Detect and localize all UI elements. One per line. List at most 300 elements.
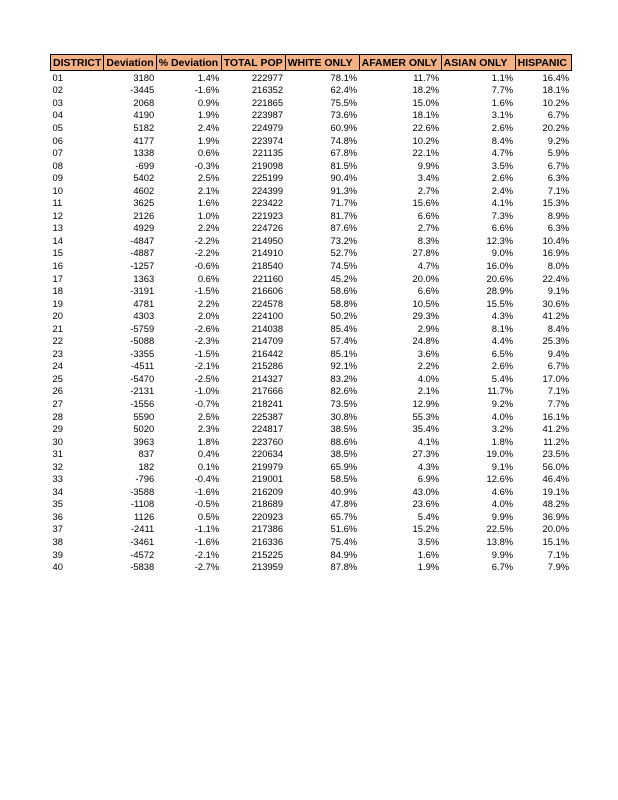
table-cell[interactable]: -5470	[130, 372, 155, 384]
table-cell[interactable]: -0.7%	[194, 397, 220, 409]
table-cell[interactable]: 221135	[252, 147, 284, 159]
table-cell[interactable]: 214950	[251, 234, 284, 246]
table-cell[interactable]: 5402	[133, 172, 155, 184]
table-cell[interactable]: 13.8%	[486, 536, 514, 547]
table-cell[interactable]: 6.7%	[547, 360, 570, 372]
table-cell[interactable]: 20.6%	[486, 272, 514, 284]
table-cell[interactable]: 12.6%	[486, 473, 514, 485]
table-cell[interactable]: 8.4%	[491, 134, 514, 146]
table-cell[interactable]: 223760	[251, 435, 284, 447]
table-cell[interactable]: 5182	[133, 121, 155, 133]
table-cell[interactable]: 15.0%	[412, 96, 440, 108]
table-cell[interactable]: 9.1%	[491, 460, 514, 472]
table-cell[interactable]: -3445	[130, 84, 155, 96]
table-cell[interactable]: 6.3%	[547, 172, 570, 184]
table-cell[interactable]: -2.2%	[194, 247, 220, 259]
column-header[interactable]: ASIAN ONLY	[441, 55, 515, 71]
table-cell[interactable]: 43.0%	[412, 485, 440, 497]
table-cell[interactable]: 1.8%	[491, 435, 514, 447]
table-cell[interactable]: 2.2%	[417, 360, 440, 372]
table-cell[interactable]: 20.0%	[542, 523, 570, 535]
table-cell[interactable]: 182	[138, 460, 155, 472]
table-cell[interactable]: 217386	[251, 523, 284, 535]
table-cell[interactable]: -2.6%	[194, 322, 220, 334]
table-cell[interactable]: 23.6%	[412, 498, 440, 510]
table-cell[interactable]: 23.5%	[542, 448, 570, 460]
table-cell[interactable]: 73.5%	[330, 397, 358, 409]
table-cell[interactable]: 38	[52, 536, 63, 547]
table-cell[interactable]: 1.6%	[197, 197, 220, 209]
table-cell[interactable]: 216336	[251, 536, 284, 547]
table-cell[interactable]: 4.1%	[491, 197, 514, 209]
table-cell[interactable]: -3588	[130, 485, 155, 497]
table-cell[interactable]: 24.8%	[412, 335, 440, 347]
table-cell[interactable]: 220923	[251, 510, 284, 522]
table-cell[interactable]: 29	[52, 423, 63, 435]
table-cell[interactable]: 1.1%	[491, 71, 514, 83]
table-cell[interactable]: 9.9%	[491, 510, 514, 522]
table-cell[interactable]: 218540	[251, 259, 284, 271]
table-cell[interactable]: -1108	[130, 498, 155, 510]
table-cell[interactable]: 3963	[133, 435, 155, 447]
table-cell[interactable]: 5590	[133, 410, 155, 422]
table-cell[interactable]: 67.8%	[330, 147, 358, 159]
table-cell[interactable]: 62.4%	[330, 84, 358, 96]
table-cell[interactable]: 65.7%	[330, 510, 358, 522]
table-cell[interactable]: 0.4%	[197, 448, 220, 460]
table-cell[interactable]: -2.1%	[194, 548, 220, 560]
column-header[interactable]: Deviation	[104, 55, 156, 71]
table-cell[interactable]: 6.3%	[547, 222, 570, 234]
table-cell[interactable]: 92.1%	[330, 360, 358, 372]
table-cell[interactable]: 85.4%	[330, 322, 358, 334]
table-cell[interactable]: 15.2%	[412, 523, 440, 535]
table-cell[interactable]: 1363	[133, 272, 155, 284]
table-cell[interactable]: 4303	[133, 310, 155, 322]
table-cell[interactable]: 22	[52, 335, 63, 347]
table-cell[interactable]: 60.9%	[330, 121, 358, 133]
table-cell[interactable]: 223422	[251, 197, 284, 209]
table-cell[interactable]: 30.6%	[542, 297, 570, 309]
table-cell[interactable]: 87.6%	[330, 222, 358, 234]
table-cell[interactable]: 7.1%	[547, 548, 570, 560]
table-cell[interactable]: 12.9%	[412, 397, 440, 409]
table-cell[interactable]: 219979	[251, 460, 284, 472]
table-cell[interactable]: 3.4%	[417, 172, 440, 184]
table-cell[interactable]: 15.5%	[486, 297, 514, 309]
table-cell[interactable]: 1338	[133, 147, 155, 159]
table-cell[interactable]: 41.2%	[542, 423, 570, 435]
table-cell[interactable]: 28	[52, 410, 63, 422]
table-cell[interactable]: 55.3%	[412, 410, 440, 422]
table-cell[interactable]: 216209	[251, 485, 284, 497]
table-cell[interactable]: 2.9%	[417, 322, 440, 334]
table-cell[interactable]: 6.6%	[417, 285, 440, 297]
table-cell[interactable]: 22.4%	[542, 272, 570, 284]
table-cell[interactable]: -0.3%	[194, 159, 220, 171]
table-cell[interactable]: 21	[52, 322, 63, 334]
table-cell[interactable]: 02	[52, 84, 63, 96]
table-cell[interactable]: 78.1%	[330, 71, 358, 83]
table-cell[interactable]: 03	[52, 96, 63, 108]
table-cell[interactable]: 7.9%	[547, 561, 570, 573]
table-cell[interactable]: 213959	[251, 561, 284, 573]
table-cell[interactable]: 18	[52, 285, 63, 297]
table-cell[interactable]: 23	[52, 347, 63, 359]
table-cell[interactable]: 58.8%	[330, 297, 358, 309]
table-cell[interactable]: 88.6%	[330, 435, 358, 447]
table-cell[interactable]: 20.2%	[542, 121, 570, 133]
table-cell[interactable]: 15.3%	[542, 197, 570, 209]
table-cell[interactable]: 35	[52, 498, 63, 510]
table-cell[interactable]: -3191	[130, 285, 155, 297]
table-cell[interactable]: 221923	[251, 209, 284, 221]
table-cell[interactable]: 91.3%	[330, 184, 358, 196]
table-cell[interactable]: 90.4%	[330, 172, 358, 184]
column-header[interactable]: HISPANIC	[515, 55, 571, 71]
table-cell[interactable]: 4602	[133, 184, 155, 196]
table-cell[interactable]: 3625	[133, 197, 155, 209]
table-cell[interactable]: 221865	[251, 96, 284, 108]
table-cell[interactable]: 218241	[251, 397, 284, 409]
table-cell[interactable]: 81.7%	[330, 209, 358, 221]
table-cell[interactable]: 05	[52, 121, 63, 133]
table-cell[interactable]: 40	[52, 561, 63, 573]
table-cell[interactable]: 38.5%	[330, 448, 358, 460]
table-cell[interactable]: 10.5%	[412, 297, 440, 309]
table-cell[interactable]: -3461	[130, 536, 155, 547]
table-cell[interactable]: 33	[52, 473, 63, 485]
table-cell[interactable]: -3355	[130, 347, 155, 359]
table-cell[interactable]: 0.6%	[197, 272, 220, 284]
table-cell[interactable]: 7.7%	[491, 84, 514, 96]
table-cell[interactable]: 9.9%	[491, 548, 514, 560]
table-cell[interactable]: 5.9%	[547, 147, 570, 159]
table-cell[interactable]: -4887	[130, 247, 155, 259]
table-cell[interactable]: -1.6%	[194, 84, 220, 96]
table-cell[interactable]: 74.5%	[330, 259, 358, 271]
table-cell[interactable]: -1.5%	[194, 347, 220, 359]
table-cell[interactable]: -5838	[130, 561, 155, 573]
table-cell[interactable]: 3.2%	[491, 423, 514, 435]
table-cell[interactable]: 37	[52, 523, 63, 535]
table-cell[interactable]: 01	[52, 71, 63, 83]
table-cell[interactable]: 34	[52, 485, 63, 497]
table-cell[interactable]: 1.8%	[197, 435, 220, 447]
table-cell[interactable]: 83.2%	[330, 372, 358, 384]
table-cell[interactable]: -796	[135, 473, 155, 485]
table-cell[interactable]: 10.4%	[542, 234, 570, 246]
table-cell[interactable]: 214910	[251, 247, 284, 259]
table-cell[interactable]: 35.4%	[412, 423, 440, 435]
table-cell[interactable]: -2.5%	[194, 372, 220, 384]
table-cell[interactable]: 16.1%	[542, 410, 570, 422]
table-cell[interactable]: 16.4%	[542, 71, 570, 83]
table-cell[interactable]: 12.3%	[486, 234, 514, 246]
table-cell[interactable]: 30.8%	[330, 410, 358, 422]
table-cell[interactable]: 219098	[251, 159, 284, 171]
table-cell[interactable]: 75.5%	[330, 96, 358, 108]
table-cell[interactable]: 4.4%	[491, 335, 514, 347]
table-cell[interactable]: 41.2%	[542, 310, 570, 322]
table-cell[interactable]: 09	[52, 172, 63, 184]
table-cell[interactable]: 73.6%	[330, 109, 358, 121]
table-cell[interactable]: 1.6%	[417, 548, 440, 560]
table-cell[interactable]: 10.2%	[412, 134, 440, 146]
table-cell[interactable]: 18.1%	[542, 84, 570, 96]
table-cell[interactable]: 7.1%	[547, 184, 570, 196]
column-header[interactable]: WHITE ONLY	[285, 55, 359, 71]
table-cell[interactable]: 9.2%	[547, 134, 570, 146]
table-cell[interactable]: 29.3%	[412, 310, 440, 322]
table-cell[interactable]: 16.0%	[486, 259, 514, 271]
table-cell[interactable]: 1.4%	[197, 71, 220, 83]
table-cell[interactable]: 4.0%	[417, 372, 440, 384]
table-cell[interactable]: 224979	[251, 121, 284, 133]
table-cell[interactable]: 2.7%	[417, 222, 440, 234]
table-cell[interactable]: 40.9%	[330, 485, 358, 497]
table-cell[interactable]: 5.4%	[417, 510, 440, 522]
table-cell[interactable]: 2.4%	[491, 184, 514, 196]
column-header[interactable]: TOTAL POP	[221, 55, 285, 71]
table-cell[interactable]: 22.5%	[486, 523, 514, 535]
table-cell[interactable]: 20	[52, 310, 63, 322]
table-cell[interactable]: 2.6%	[491, 172, 514, 184]
table-cell[interactable]: 0.5%	[197, 510, 220, 522]
table-cell[interactable]: 28.9%	[486, 285, 514, 297]
table-cell[interactable]: 9.1%	[547, 285, 570, 297]
table-cell[interactable]: -5088	[130, 335, 155, 347]
table-cell[interactable]: 3.6%	[417, 347, 440, 359]
table-cell[interactable]: 82.6%	[330, 385, 358, 397]
table-cell[interactable]: 73.2%	[330, 234, 358, 246]
table-cell[interactable]: 225199	[251, 172, 284, 184]
table-cell[interactable]: 0.1%	[197, 460, 220, 472]
table-cell[interactable]: 16.9%	[542, 247, 570, 259]
table-cell[interactable]: 214709	[251, 335, 284, 347]
table-cell[interactable]: 6.7%	[491, 561, 514, 573]
table-cell[interactable]: -5759	[130, 322, 155, 334]
table-cell[interactable]: 71.7%	[330, 197, 358, 209]
table-cell[interactable]: 2.2%	[197, 297, 220, 309]
table-cell[interactable]: 50.2%	[330, 310, 358, 322]
table-cell[interactable]: 216442	[251, 347, 284, 359]
table-cell[interactable]: 0.9%	[197, 96, 220, 108]
table-cell[interactable]: 58.6%	[330, 285, 358, 297]
table-cell[interactable]: 47.8%	[330, 498, 358, 510]
table-cell[interactable]: 1126	[134, 510, 155, 522]
table-cell[interactable]: -1257	[130, 259, 155, 271]
table-cell[interactable]: 9.2%	[491, 397, 514, 409]
table-cell[interactable]: 6.7%	[547, 109, 570, 121]
table-cell[interactable]: 9.9%	[417, 159, 440, 171]
table-cell[interactable]: 08	[52, 159, 63, 171]
table-cell[interactable]: 215225	[251, 548, 284, 560]
table-cell[interactable]: 2.0%	[197, 310, 220, 322]
table-cell[interactable]: 9.0%	[491, 247, 514, 259]
table-cell[interactable]: 14	[52, 234, 63, 246]
table-cell[interactable]: 6.7%	[547, 159, 570, 171]
table-cell[interactable]: 220634	[251, 448, 284, 460]
table-cell[interactable]: 7.7%	[547, 397, 570, 409]
table-cell[interactable]: 30	[52, 435, 63, 447]
table-cell[interactable]: 216352	[251, 84, 284, 96]
table-cell[interactable]: -1556	[130, 397, 155, 409]
table-cell[interactable]: -0.6%	[194, 259, 220, 271]
table-cell[interactable]: 17	[52, 272, 63, 284]
table-cell[interactable]: 51.6%	[330, 523, 358, 535]
table-cell[interactable]: 20.0%	[412, 272, 440, 284]
table-cell[interactable]: 31	[52, 448, 63, 460]
table-cell[interactable]: 2126	[133, 209, 155, 221]
table-cell[interactable]: 222977	[251, 71, 284, 83]
table-cell[interactable]: 1.9%	[197, 134, 220, 146]
table-cell[interactable]: 25	[52, 372, 63, 384]
table-cell[interactable]: -699	[135, 159, 155, 171]
table-cell[interactable]: 4.7%	[417, 259, 440, 271]
table-cell[interactable]: 22.1%	[412, 147, 440, 159]
table-cell[interactable]: 38.5%	[330, 423, 358, 435]
table-cell[interactable]: 215286	[251, 360, 284, 372]
table-cell[interactable]: -1.1%	[194, 523, 220, 535]
table-cell[interactable]: -2.1%	[194, 360, 220, 372]
table-cell[interactable]: 07	[52, 147, 63, 159]
table-cell[interactable]: 25.3%	[542, 335, 570, 347]
table-cell[interactable]: 74.8%	[330, 134, 358, 146]
table-cell[interactable]: 48.2%	[542, 498, 570, 510]
column-header[interactable]: AFAMER ONLY	[359, 55, 441, 71]
table-cell[interactable]: 223974	[251, 134, 284, 146]
table-cell[interactable]: 4.0%	[491, 498, 514, 510]
table-cell[interactable]: 218689	[251, 498, 284, 510]
table-cell[interactable]: 221160	[252, 272, 284, 284]
table-cell[interactable]: 1.9%	[417, 561, 440, 573]
table-cell[interactable]: 4177	[133, 134, 155, 146]
table-cell[interactable]: 22.6%	[412, 121, 440, 133]
table-cell[interactable]: 46.4%	[542, 473, 570, 485]
table-cell[interactable]: 26	[52, 385, 63, 397]
table-cell[interactable]: 11.2%	[543, 435, 570, 447]
table-cell[interactable]: 2.5%	[197, 172, 220, 184]
table-cell[interactable]: 10	[52, 184, 63, 196]
table-cell[interactable]: 6.5%	[491, 347, 514, 359]
table-cell[interactable]: 58.5%	[330, 473, 358, 485]
table-cell[interactable]: 2.3%	[197, 423, 220, 435]
table-cell[interactable]: 13	[52, 222, 63, 234]
table-cell[interactable]: 224399	[251, 184, 284, 196]
table-cell[interactable]: 837	[138, 448, 155, 460]
table-cell[interactable]: 4.6%	[491, 485, 514, 497]
table-cell[interactable]: 52.7%	[330, 247, 358, 259]
table-cell[interactable]: 16	[52, 259, 63, 271]
table-cell[interactable]: 2.1%	[417, 385, 440, 397]
table-cell[interactable]: 4.3%	[417, 460, 440, 472]
table-cell[interactable]: 2.1%	[197, 184, 220, 196]
table-cell[interactable]: 04	[52, 109, 63, 121]
table-cell[interactable]: 9.4%	[547, 347, 570, 359]
table-cell[interactable]: 2.4%	[197, 121, 220, 133]
table-cell[interactable]: -2411	[130, 523, 155, 535]
table-cell[interactable]: 81.5%	[330, 159, 358, 171]
table-cell[interactable]: 3.5%	[491, 159, 514, 171]
table-cell[interactable]: 4.7%	[491, 147, 514, 159]
table-cell[interactable]: 224578	[251, 297, 284, 309]
table-cell[interactable]: -4847	[130, 234, 155, 246]
table-cell[interactable]: 15.1%	[542, 536, 570, 547]
table-cell[interactable]: 45.2%	[330, 272, 358, 284]
table-cell[interactable]: 3.1%	[491, 109, 514, 121]
table-cell[interactable]: 224100	[251, 310, 284, 322]
table-cell[interactable]: -4511	[130, 360, 155, 372]
table-cell[interactable]: 1.9%	[197, 109, 220, 121]
table-cell[interactable]: 3180	[133, 71, 155, 83]
table-cell[interactable]: 8.3%	[417, 234, 440, 246]
table-cell[interactable]: 10.2%	[542, 96, 570, 108]
table-cell[interactable]: 6.6%	[417, 209, 440, 221]
table-cell[interactable]: 0.6%	[197, 147, 220, 159]
column-header[interactable]: % Deviation	[156, 55, 221, 71]
table-cell[interactable]: 8.4%	[547, 322, 570, 334]
table-cell[interactable]: 84.9%	[330, 548, 358, 560]
table-cell[interactable]: 19	[52, 297, 63, 309]
table-cell[interactable]: 224726	[251, 222, 284, 234]
table-cell[interactable]: 214038	[251, 322, 284, 334]
table-cell[interactable]: 8.1%	[491, 322, 514, 334]
table-cell[interactable]: 6.9%	[417, 473, 440, 485]
table-cell[interactable]: 87.8%	[330, 561, 358, 573]
table-cell[interactable]: 06	[52, 134, 63, 146]
table-cell[interactable]: -1.0%	[194, 385, 220, 397]
table-cell[interactable]: 2.7%	[417, 184, 440, 196]
table-cell[interactable]: -1.6%	[194, 485, 220, 497]
table-cell[interactable]: 7.1%	[547, 385, 570, 397]
table-cell[interactable]: 8.0%	[547, 259, 570, 271]
table-cell[interactable]: 3.5%	[417, 536, 440, 547]
table-cell[interactable]: -0.4%	[194, 473, 220, 485]
table-cell[interactable]: 27.3%	[412, 448, 440, 460]
table-cell[interactable]: 214327	[251, 372, 284, 384]
table-cell[interactable]: 7.3%	[491, 209, 514, 221]
table-cell[interactable]: 36	[52, 510, 63, 522]
table-cell[interactable]: 2.6%	[491, 121, 514, 133]
table-cell[interactable]: 17.0%	[542, 372, 570, 384]
table-cell[interactable]: 11.7%	[487, 385, 514, 397]
table-cell[interactable]: 18.2%	[412, 84, 440, 96]
table-cell[interactable]: 4781	[133, 297, 155, 309]
table-cell[interactable]: 27	[52, 397, 63, 409]
table-cell[interactable]: 11.7%	[413, 71, 440, 83]
table-cell[interactable]: 4.1%	[417, 435, 440, 447]
table-cell[interactable]: 18.1%	[412, 109, 440, 121]
table-cell[interactable]: 12	[52, 209, 63, 221]
table-cell[interactable]: 19.0%	[486, 448, 514, 460]
column-header[interactable]: DISTRICT	[51, 55, 104, 71]
table-cell[interactable]: -2.3%	[194, 335, 220, 347]
table-cell[interactable]: 5020	[133, 423, 155, 435]
table-cell[interactable]: 11	[52, 197, 63, 209]
table-cell[interactable]: 36.9%	[542, 510, 570, 522]
table-cell[interactable]: 216606	[251, 285, 284, 297]
table-cell[interactable]: 4929	[133, 222, 155, 234]
table-cell[interactable]: 2.2%	[197, 222, 220, 234]
table-cell[interactable]: -0.5%	[194, 498, 220, 510]
table-cell[interactable]: 56.0%	[542, 460, 570, 472]
table-cell[interactable]: 1.0%	[197, 209, 220, 221]
table-cell[interactable]: 5.4%	[491, 372, 514, 384]
table-cell[interactable]: -2.2%	[194, 234, 220, 246]
table-cell[interactable]: 4.0%	[491, 410, 514, 422]
table-cell[interactable]: 8.9%	[547, 209, 570, 221]
